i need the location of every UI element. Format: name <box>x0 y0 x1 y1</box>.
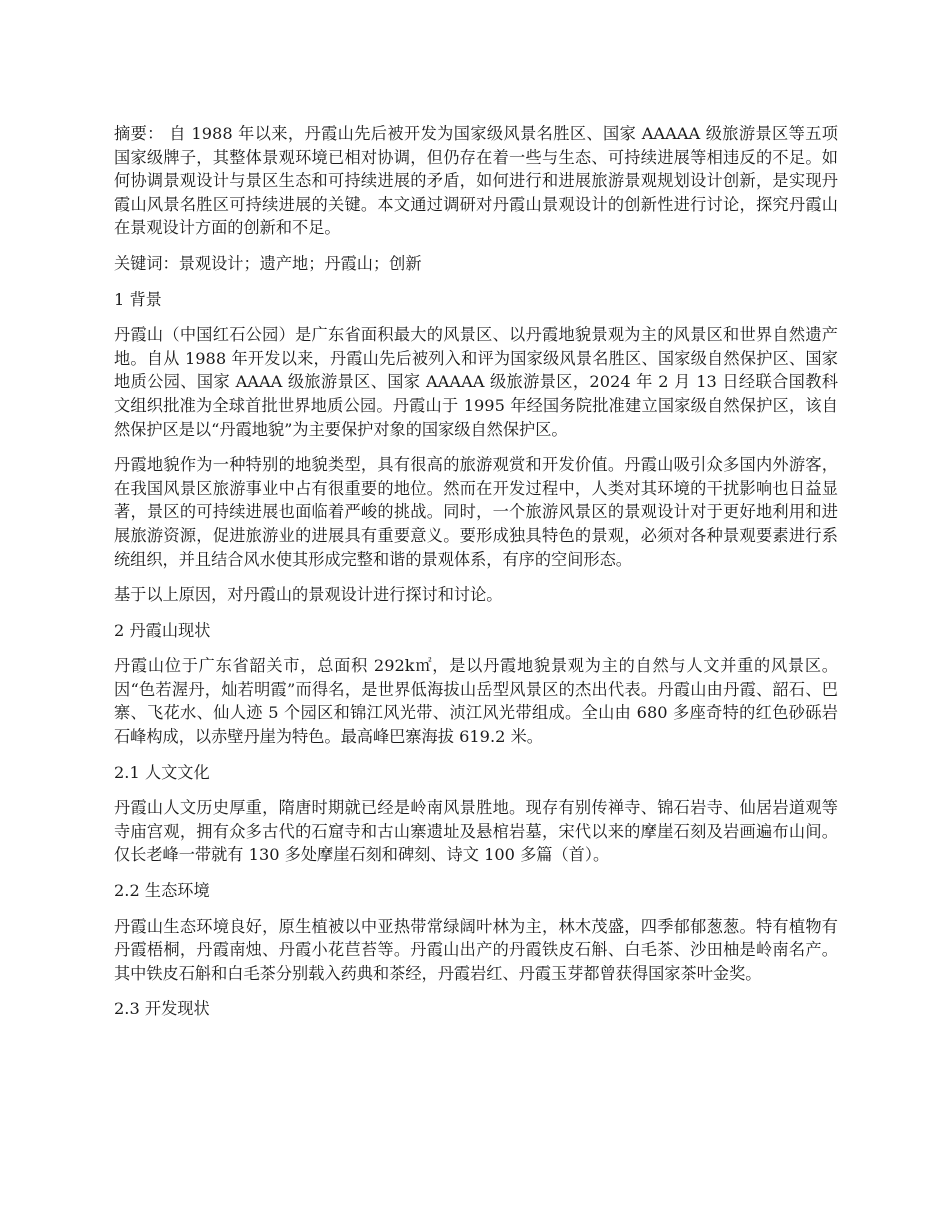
body-paragraph-5: 丹霞山人文历史厚重，隋唐时期就已经是岭南风景胜地。现存有别传禅寺、锦石岩寺、仙居岩道观等寺庙宫观，拥有众多古代的石窟寺和古山寨遗址及悬棺岩墓，宋代以来的摩崖石刻及岩画遍布山间。仅长老峰一带就有 130 多处摩崖石刻和碑刻、诗文 100 多篇（首）。 <box>114 798 838 865</box>
section-heading-2: 2 丹霞山现状 <box>114 620 211 640</box>
abstract-paragraph: 摘要： 自 1988 年以来，丹霞山先后被开发为国家级风景名胜区、国家 AAAAA 级旅游景区等五项国家级牌子，其整体景观环境已相对协调，但仍存在着一些与生态、可持续进展等相违反的不足。如何协调景观设计与景区生态和可持续进展的矛盾，如何进行和进展旅游景观规划设计创新，是实现丹霞山风景名胜区可持续进展的关键。本文通过调研对丹霞山景观设计的创新性进行讨论，探究丹霞山在景观设计方面的创新和不足。 <box>114 124 838 238</box>
subsection-heading-2-2: 2.2 生态环境 <box>114 881 210 901</box>
document-page <box>114 122 838 1033</box>
body-paragraph-2: 丹霞地貌作为一种特别的地貌类型，具有很高的旅游观赏和开发价值。丹霞山吸引众多国内外游客，在我国风景区旅游事业中占有很重要的地位。然而在开发过程中，人类对其环境的干扰影响也日益显著，景区的可持续进展也面临着严峻的挑战。同时，一个旅游风景区的景观设计对于更好地利用和进展旅游资源，促进旅游业的进展具有重要意义。要形成独具特色的景观，必须对各种景观要素进行系统组织，并且结合风水使其形成完整和谐的景观体系，有序的空间形态。 <box>114 455 838 569</box>
subsection-heading-2-3: 2.3 开发现状 <box>114 999 210 1019</box>
subsection-heading-2-1: 2.1 人文文化 <box>114 762 210 782</box>
keywords-line: 关键词：景观设计；遗产地；丹霞山；创新 <box>114 253 422 273</box>
section-heading-1: 1 背景 <box>114 289 162 309</box>
body-paragraph-1: 丹霞山（中国红石公园）是广东省面积最大的风景区、以丹霞地貌景观为主的风景区和世界自然遗产地。自从 1988 年开发以来，丹霞山先后被列入和评为国家级风景名胜区、国家级自然保护区、国家地质公园、国家 AAAA 级旅游景区、国家 AAAAA 级旅游景区，2024 年 2 月 13 日经联合国教科文组织批准为全球首批世界地质公园。丹霞山于 1995 年经国务院批准建立国家级自然保护区，该自然保护区是以“丹霞地貌”为主要保护对象的国家级自然保护区。 <box>114 325 838 439</box>
body-paragraph-3: 基于以上原因，对丹霞山的景观设计进行探讨和讨论。 <box>114 585 503 605</box>
body-paragraph-6: 丹霞山生态环境良好，原生植被以中亚热带常绿阔叶林为主，林木茂盛，四季郁郁葱葱。特有植物有丹霞梧桐，丹霞南烛、丹霞小花苣苔等。丹霞山出产的丹霞铁皮石斛、白毛茶、沙田柚是岭南名产。其中铁皮石斛和白毛茶分别载入药典和茶经，丹霞岩红、丹霞玉芽都曾获得国家茶叶金奖。 <box>114 916 838 983</box>
body-paragraph-4: 丹霞山位于广东省韶关市，总面积 292k㎡，是以丹霞地貌景观为主的自然与人文并重的风景区。因“色若渥丹，灿若明霞”而得名，是世界低海拔山岳型风景区的杰出代表。丹霞山由丹霞、韶石、巴寨、飞花水、仙人迹 5 个园区和锦江风光带、浈江风光带组成。全山由 680 多座奇特的红色砂砾岩石峰构成，以赤壁丹崖为特色。最高峰巴寨海拔 619.2 米。 <box>114 656 838 747</box>
